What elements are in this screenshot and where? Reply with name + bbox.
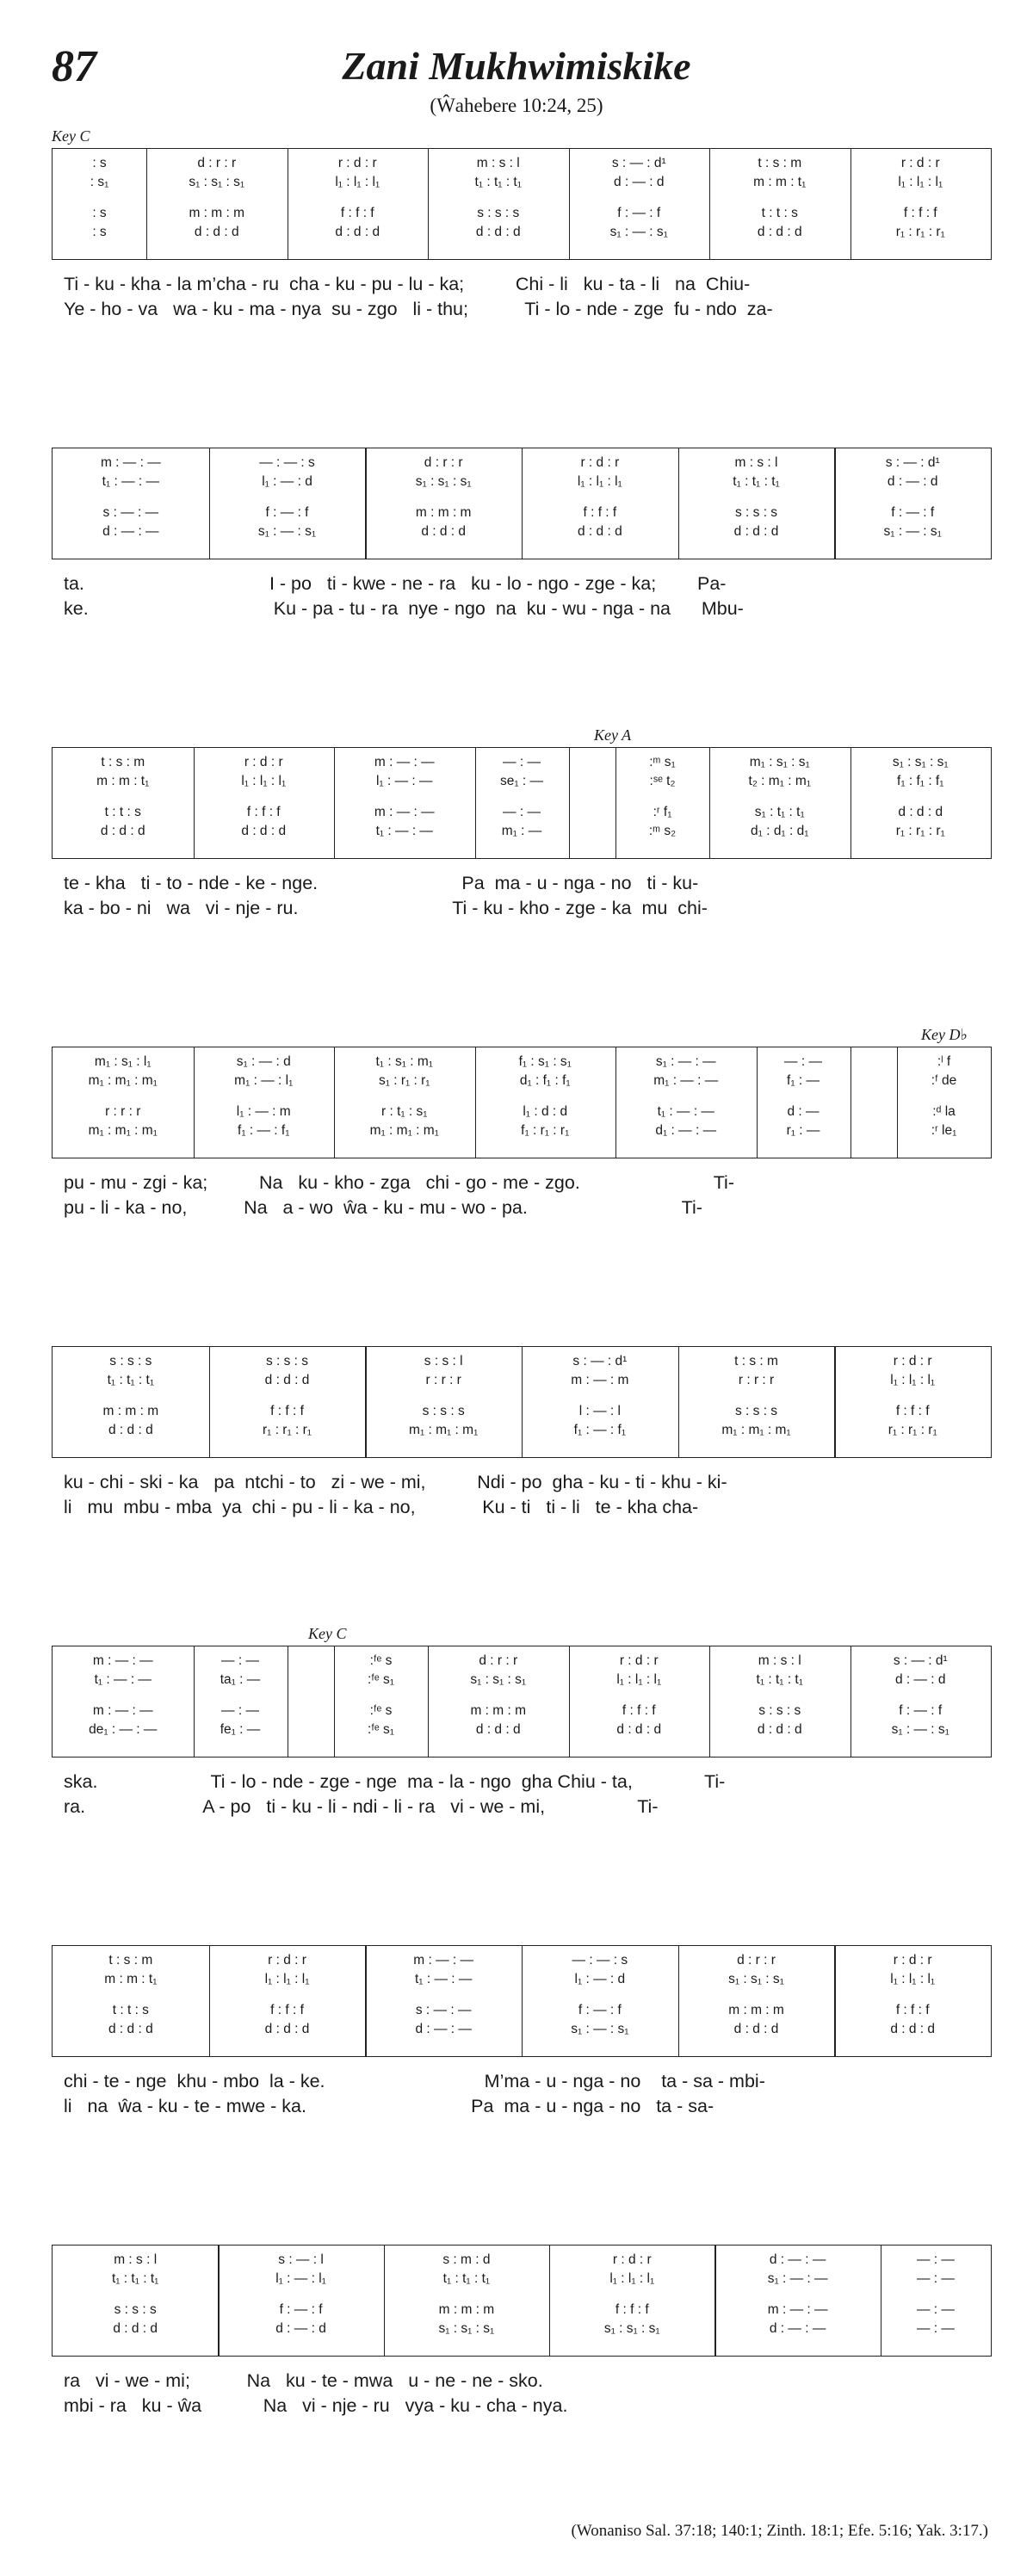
measure-notes: d : d : d <box>421 524 467 539</box>
solfa-voice-row <box>53 1354 991 1369</box>
measure-notes: l₁ : l₁ : l₁ <box>890 1972 936 1986</box>
measure-notes: t : t : s <box>104 805 141 819</box>
measure-notes: s : s : s <box>114 2302 157 2317</box>
measure-notes: m₁ : — : — <box>653 1073 719 1088</box>
measure-notes: m : m : m <box>470 1703 527 1718</box>
key-signature-label: Key C <box>308 1625 347 1642</box>
measure-notes: r : d : r <box>268 1953 306 1968</box>
lyrics-block <box>52 2369 992 2418</box>
measure-notes: r₁ : — <box>786 1123 820 1138</box>
measure-notes: f₁ : r₁ : r₁ <box>521 1123 570 1138</box>
music-system-6 <box>52 1625 992 1819</box>
measure-notes: t : s : m <box>108 1953 153 1968</box>
measure-notes: m : — : — <box>374 805 435 819</box>
measure-notes: m : s : l <box>734 455 778 470</box>
measure-notes: m₁ : m₁ : m₁ <box>369 1123 439 1138</box>
measure-notes: d : r : r <box>197 156 237 170</box>
measure-notes: f : f : f <box>340 206 374 220</box>
measure-notes: s : s : l <box>424 1354 463 1368</box>
music-system-1 <box>52 127 992 322</box>
measure-notes: d : d : d <box>578 524 622 539</box>
measure-notes: f : f : f <box>270 1404 304 1418</box>
measure-notes: f : — : f <box>891 505 935 520</box>
measure-notes: s : s : s <box>109 1354 152 1368</box>
measure-notes: s : s : s <box>477 206 520 220</box>
measure-notes: r : t₁ : s₁ <box>380 1104 428 1119</box>
measure-notes: s : — : d¹ <box>885 455 940 470</box>
music-system-4 <box>52 1026 992 1220</box>
measure-notes: s₁ : — : s₁ <box>571 2022 629 2036</box>
measure-notes: d : — : d <box>613 175 665 189</box>
music-system-3 <box>52 726 992 921</box>
solfa-voice-row <box>53 1722 991 1738</box>
measure-notes: r₁ : r₁ : r₁ <box>895 225 945 239</box>
measure-notes: d : d : d <box>733 524 779 539</box>
measure-notes: t₁ : — : — <box>657 1104 714 1119</box>
measure-notes: f : f : f <box>895 2003 930 2017</box>
measure-notes: m : — : m <box>571 1373 629 1387</box>
key-signature-label: Key C <box>52 127 90 145</box>
measure-notes: m : m : t₁ <box>104 1972 158 1986</box>
lyric-line: ke. Ku - pa - tu - ra nye - ngo na ku - wu - nga - na Mbu- <box>64 598 744 619</box>
measure-notes: d : d : d <box>616 1722 662 1737</box>
measure-notes: :ˡ f <box>937 1054 951 1069</box>
measure-notes: d : d : d <box>733 2022 779 2036</box>
solfa-voice-row <box>53 1404 991 1419</box>
measure-notes: m : s : l <box>476 156 520 170</box>
measure-notes: s₁ : s₁ : s₁ <box>470 1672 527 1687</box>
measure-notes: :ᶠᵉ s₁ <box>368 1722 394 1737</box>
measure-notes: — : — <box>503 805 541 819</box>
solfa-voice-row <box>53 474 991 490</box>
measure-notes: :ᵐ s₁ <box>649 755 676 769</box>
solfa-voice-row <box>53 1953 991 1968</box>
solfa-voice-row <box>53 505 991 521</box>
tonic-solfa-staff <box>52 1646 992 1757</box>
music-system-5 <box>52 1346 992 1520</box>
measure-notes: m : s : l <box>758 1653 801 1668</box>
measure-notes: — : — : s <box>572 1953 628 1968</box>
measure-notes: s : — : d¹ <box>893 1653 948 1668</box>
measure-notes: t₁ : t₁ : t₁ <box>442 2271 491 2286</box>
lyrics-block <box>52 2069 992 2119</box>
solfa-voice-row <box>53 225 991 240</box>
scripture-reference: (Ŵahebere 10:24, 25) <box>430 95 603 116</box>
measure-notes: s : s : s <box>422 1404 465 1418</box>
measure-notes: r₁ : r₁ : r₁ <box>895 824 945 838</box>
measure-notes: s : — : — <box>415 2003 472 2017</box>
measure-notes: d : d : d <box>898 805 943 819</box>
measure-notes: s : s : s <box>734 505 778 520</box>
measure-notes: d : d : d <box>241 824 287 838</box>
measure-notes: f : f : f <box>622 1703 656 1718</box>
measure-notes: f : f : f <box>903 206 937 220</box>
measure-notes: s : — : l <box>278 2252 324 2267</box>
measure-notes: m : — : — <box>413 1953 474 1968</box>
lyric-line: pu - mu - zgi - ka; Na ku - kho - zga chi - go - me - zgo. Ti- <box>64 1172 734 1193</box>
measure-notes: m : — : — <box>92 1703 153 1718</box>
measure-notes: t : s : m <box>101 755 145 769</box>
measure-notes: :ᵈ la <box>932 1104 956 1119</box>
measure-notes: r : r : r <box>105 1104 141 1119</box>
measure-notes: f : f : f <box>270 2003 304 2017</box>
solfa-voice-row <box>53 1423 991 1438</box>
measure-notes: l₁ : d : d <box>523 1104 568 1119</box>
music-system-8 <box>52 2245 992 2418</box>
measure-notes: d : d : d <box>194 225 239 239</box>
measure-notes: d : d : d <box>335 225 380 239</box>
measure-notes: d₁ : f₁ : f₁ <box>519 1073 571 1088</box>
measure-notes: :ᶠᵉ s <box>369 1703 393 1718</box>
measure-notes: f : f : f <box>246 805 281 819</box>
measure-notes: l₁ : l₁ : l₁ <box>577 474 622 489</box>
measure-notes: — : — <box>916 2271 955 2286</box>
solfa-voice-row <box>53 2252 991 2268</box>
measure-notes: t₁ : t₁ : t₁ <box>756 1672 803 1687</box>
solfa-voice-row <box>53 1672 991 1688</box>
solfa-voice-row <box>53 1653 991 1669</box>
solfa-voice-row <box>53 1703 991 1719</box>
measure-notes: d₁ : — : — <box>655 1123 717 1138</box>
measure-notes: s₁ : — : s₁ <box>891 1722 949 1737</box>
measure-notes: r : d : r <box>619 1653 659 1668</box>
solfa-voice-row <box>53 206 991 221</box>
solfa-voice-row <box>53 805 991 820</box>
measure-notes: l₁ : l₁ : l₁ <box>890 1373 936 1387</box>
measure-notes: m : m : m <box>102 1404 159 1418</box>
measure-notes: s₁ : s₁ : s₁ <box>415 474 472 489</box>
measure-notes: s₁ : s₁ : s₁ <box>603 2321 660 2336</box>
measure-notes: d₁ : d₁ : d₁ <box>751 824 809 838</box>
solfa-voice-row <box>53 2321 991 2337</box>
measure-notes: f : — : f <box>578 2003 622 2017</box>
measure-notes: l₁ : — : l₁ <box>275 2271 326 2286</box>
measure-notes: d : — : — <box>769 2321 826 2336</box>
measure-notes: f₁ : f₁ : f₁ <box>897 774 944 788</box>
measure-notes: d : d : d <box>757 1722 802 1737</box>
measure-notes: t₁ : s₁ : m₁ <box>375 1054 433 1069</box>
measure-notes: :ᶠᵉ s₁ <box>368 1672 394 1687</box>
lyrics-block <box>52 571 992 621</box>
solfa-voice-row <box>53 755 991 770</box>
measure-notes: m : — : — <box>374 755 435 769</box>
measure-notes: : s <box>92 156 107 170</box>
measure-notes: t : t : s <box>761 206 798 220</box>
measure-notes: d : — : — <box>769 2252 826 2267</box>
measure-notes: r : r : r <box>425 1373 461 1387</box>
tonic-solfa-staff <box>52 1047 992 1158</box>
measure-notes: m₁ : s₁ : l₁ <box>94 1054 152 1069</box>
measure-notes: s₁ : — : — <box>655 1054 716 1069</box>
measure-notes: d : — : — <box>102 524 159 539</box>
measure-notes: d : d : d <box>108 1423 153 1437</box>
solfa-voice-row <box>53 175 991 190</box>
measure-notes: d : d : d <box>113 2321 158 2336</box>
measure-notes: d : — : d <box>894 1672 946 1687</box>
measure-notes: s : s : s <box>265 1354 309 1368</box>
measure-notes: :ᶠᵉ s <box>369 1653 393 1668</box>
measure-notes: t₁ : t₁ : t₁ <box>733 474 780 489</box>
lyric-line: Ye - ho - va wa - ku - ma - nya su - zgo li - thu; Ti - lo - nde - zge fu - ndo za- <box>64 299 773 319</box>
lyric-line: Ti - ku - kha - la m’cha - ru cha - ku - pu - lu - ka; Chi - li ku - ta - li na Chiu- <box>64 274 751 294</box>
key-signature-label: Key D♭ <box>921 1026 968 1043</box>
tonic-solfa-staff <box>52 148 992 260</box>
measure-notes: s : m : d <box>442 2252 491 2267</box>
measure-notes: t₁ : t₁ : t₁ <box>107 1373 155 1387</box>
measure-notes: d : r : r <box>479 1653 518 1668</box>
measure-notes: r : d : r <box>612 2252 652 2267</box>
music-system-2 <box>52 448 992 621</box>
measure-notes: l₁ : — : d <box>262 474 312 489</box>
measure-notes: r : d : r <box>580 455 620 470</box>
tonic-solfa-staff <box>52 747 992 859</box>
measure-notes: d : — : d <box>887 474 938 489</box>
measure-notes: t₁ : — : — <box>102 474 160 489</box>
measure-notes: d : d : d <box>890 2022 936 2036</box>
key-signature-label: Key A <box>594 726 632 744</box>
measure-notes: s₁ : s₁ : s₁ <box>728 1972 784 1986</box>
solfa-voice-row <box>53 1373 991 1388</box>
measure-notes: t₁ : — : — <box>375 824 433 838</box>
measure-notes: l₁ : — : m <box>236 1104 291 1119</box>
measure-notes: m₁ : m₁ : m₁ <box>721 1423 791 1437</box>
lyric-line: ska. Ti - lo - nde - zge - nge ma - la - ngo gha Chiu - ta, Ti- <box>64 1771 726 1792</box>
measure-notes: — : — <box>221 1703 259 1718</box>
tonic-solfa-staff <box>52 1346 992 1458</box>
solfa-voice-row <box>53 2003 991 2018</box>
measure-notes: — : — <box>221 1653 259 1668</box>
measure-notes: l₁ : — : d <box>574 1972 626 1986</box>
measure-notes: d : d : d <box>475 225 521 239</box>
lyric-line: pu - li - ka - no, Na a - wo ŵa - ku - mu - wo - pa. Ti- <box>64 1197 702 1218</box>
lyrics-block <box>52 1171 992 1220</box>
measure-notes: r : d : r <box>244 755 283 769</box>
measure-notes: d : d : d <box>757 225 802 239</box>
measure-notes: d : r : r <box>424 455 463 470</box>
solfa-voice-row <box>53 2271 991 2287</box>
footer-references: (Wonaniso Sal. 37:18; 140:1; Zinth. 18:1; Efe. 5:16; Yak. 3:17.) <box>571 2522 988 2540</box>
measure-notes: t₁ : t₁ : t₁ <box>111 2271 159 2286</box>
measure-notes: r : d : r <box>900 156 940 170</box>
measure-notes: t : t : s <box>112 2003 149 2017</box>
measure-notes: :ˢᵉ t₂ <box>649 774 676 788</box>
measure-notes: f₁ : — : f₁ <box>573 1423 627 1437</box>
measure-notes: l₁ : l₁ : l₁ <box>616 1672 662 1687</box>
measure-notes: s₁ : t₁ : t₁ <box>754 805 805 819</box>
solfa-voice-row <box>53 524 991 540</box>
measure-notes: t₁ : — : — <box>94 1672 152 1687</box>
measure-notes: m₁ : m₁ : m₁ <box>88 1123 158 1138</box>
measure-notes: se₁ : — <box>499 774 544 788</box>
measure-notes: f₁ : — : f₁ <box>238 1123 290 1138</box>
measure-notes: t : s : m <box>734 1354 778 1368</box>
solfa-voice-row <box>53 1073 991 1089</box>
measure-notes: l₁ : — : — <box>375 774 433 788</box>
measure-notes: m : — : — <box>92 1653 153 1668</box>
lyrics-block <box>52 871 992 921</box>
measure-notes: r₁ : r₁ : r₁ <box>888 1423 937 1437</box>
lyric-line: li na ŵa - ku - te - mwe - ka. Pa ma - u - nga - no ta - sa- <box>64 2096 714 2116</box>
measure-notes: m : s : l <box>114 2252 158 2267</box>
measure-notes: fe₁ : — <box>220 1722 261 1737</box>
measure-notes: :ᶠ de <box>931 1073 957 1088</box>
measure-notes: f : f : f <box>583 505 617 520</box>
solfa-voice-row <box>53 1054 991 1070</box>
measure-notes: f : — : f <box>617 206 661 220</box>
measure-notes: : s <box>92 225 107 239</box>
measure-notes: r : d : r <box>893 1953 932 1968</box>
measure-notes: r : d : r <box>337 156 377 170</box>
measure-notes: f₁ : — <box>787 1073 820 1088</box>
measure-notes: t₂ : m₁ : m₁ <box>748 774 811 788</box>
solfa-voice-row <box>53 824 991 839</box>
measure-notes: d : — <box>787 1104 820 1119</box>
measure-notes: d : d : d <box>264 2022 310 2036</box>
measure-notes: s : s : s <box>758 1703 801 1718</box>
measure-notes: s₁ : s₁ : s₁ <box>189 175 245 189</box>
measure-notes: f : f : f <box>895 1404 930 1418</box>
measure-notes: m₁ : s₁ : s₁ <box>749 755 810 769</box>
measure-notes: m : m : t₁ <box>96 774 150 788</box>
measure-notes: m₁ : — <box>501 824 542 838</box>
tonic-solfa-staff <box>52 448 992 559</box>
solfa-voice-row <box>53 1972 991 1987</box>
measure-notes: s : — : d¹ <box>611 156 666 170</box>
measure-notes: s : — : d¹ <box>572 1354 628 1368</box>
lyrics-block <box>52 1770 992 1819</box>
measure-notes: m₁ : — : l₁ <box>234 1073 294 1088</box>
measure-notes: — : — <box>916 2252 955 2267</box>
measure-notes: — : — <box>916 2302 955 2317</box>
measure-notes: f : f : f <box>615 2302 649 2317</box>
measure-notes: ta₁ : — <box>220 1672 261 1687</box>
measure-notes: m : m : m <box>415 505 472 520</box>
measure-notes: m : m : t₁ <box>753 175 807 189</box>
lyric-line: ra. A - po ti - ku - li - ndi - li - ra vi - we - mi, Ti- <box>64 1796 659 1817</box>
measure-notes: r : d : r <box>893 1354 932 1368</box>
measure-notes: f : — : f <box>265 505 309 520</box>
measure-notes: t : s : m <box>758 156 802 170</box>
measure-notes: l₁ : l₁ : l₁ <box>241 774 287 788</box>
solfa-voice-row <box>53 2022 991 2037</box>
measure-notes: f₁ : s₁ : s₁ <box>518 1054 572 1069</box>
measure-notes: m : m : m <box>189 206 245 220</box>
measure-notes: d : — : — <box>415 2022 472 2036</box>
solfa-voice-row <box>53 156 991 171</box>
lyric-line: ra vi - we - mi; Na ku - te - mwa u - ne - ne - sko. <box>64 2370 543 2391</box>
measure-notes: m : m : m <box>728 2003 784 2017</box>
measure-notes: s₁ : r₁ : r₁ <box>378 1073 430 1088</box>
measure-notes: r : r : r <box>738 1373 775 1387</box>
measure-notes: — : — <box>916 2321 955 2336</box>
measure-notes: d : d : d <box>264 1373 310 1387</box>
measure-notes: l₁ : l₁ : l₁ <box>335 175 380 189</box>
solfa-voice-row <box>53 774 991 789</box>
lyric-line: ka - bo - ni wa vi - nje - ru. Ti - ku - kho - zge - ka mu chi- <box>64 898 708 918</box>
measure-notes: d : d : d <box>108 2022 153 2036</box>
lyric-line: ta. I - po ti - kwe - ne - ra ku - lo - ngo - zge - ka; Pa- <box>64 573 727 594</box>
lyrics-block <box>52 272 992 322</box>
measure-notes: d : d : d <box>100 824 145 838</box>
lyrics-block <box>52 1470 992 1520</box>
lyric-line: chi - te - nge khu - mbo la - ke. M’ma - u - nga - no ta - sa - mbi- <box>64 2071 765 2091</box>
measure-notes: t₁ : t₁ : t₁ <box>474 175 522 189</box>
measure-notes: m : — : — <box>767 2302 828 2317</box>
measure-notes: l₁ : l₁ : l₁ <box>898 175 943 189</box>
music-system-7 <box>52 1945 992 2119</box>
measure-notes: f : — : f <box>899 1703 943 1718</box>
measure-notes: d : r : r <box>737 1953 776 1968</box>
lyric-line: li mu mbu - mba ya chi - pu - li - ka - no, Ku - ti ti - li te - kha cha- <box>64 1497 699 1517</box>
tonic-solfa-staff <box>52 2245 992 2357</box>
measure-notes: s : s : s <box>734 1404 778 1418</box>
measure-notes: s₁ : — : s₁ <box>609 225 668 239</box>
measure-notes: d : — : d <box>275 2321 326 2336</box>
lyric-line: te - kha ti - to - nde - ke - nge. Pa ma - u - nga - no ti - ku- <box>64 873 699 893</box>
measure-notes: s₁ : s₁ : s₁ <box>438 2321 495 2336</box>
measure-notes: — : — : s <box>259 455 315 470</box>
measure-notes: :ʳ f₁ <box>653 805 672 819</box>
tonic-solfa-staff <box>52 1945 992 2057</box>
solfa-voice-row <box>53 1123 991 1139</box>
measure-notes: — : — <box>784 1054 822 1069</box>
lyric-line: ku - chi - ski - ka pa ntchi - to zi - we - mi, Ndi - po gha - ku - ti - khu - ki- <box>64 1472 727 1492</box>
hymn-title: Zani Mukhwimiskike <box>342 44 691 88</box>
measure-notes: s₁ : s₁ : s₁ <box>892 755 949 769</box>
measure-notes: l : — : l <box>578 1404 621 1418</box>
measure-notes: — : — <box>503 755 541 769</box>
measure-notes: r₁ : r₁ : r₁ <box>263 1423 312 1437</box>
measure-notes: m : — : — <box>100 455 161 470</box>
measure-notes: s : — : — <box>102 505 159 520</box>
measure-notes: d : d : d <box>475 1722 521 1737</box>
measure-notes: s₁ : — : d <box>236 1054 291 1069</box>
measure-notes: : s <box>92 206 107 220</box>
measure-notes: : s₁ <box>90 175 109 189</box>
measure-notes: m₁ : m₁ : m₁ <box>409 1423 479 1437</box>
measure-notes: de₁ : — : — <box>89 1722 158 1737</box>
solfa-voice-row <box>53 2302 991 2318</box>
lyric-line: mbi - ra ku - ŵa Na vi - nje - ru vya - ku - cha - nya. <box>64 2395 568 2416</box>
measure-notes: m₁ : m₁ : m₁ <box>88 1073 158 1088</box>
solfa-voice-row <box>53 455 991 471</box>
measure-notes: s₁ : — : — <box>767 2271 828 2286</box>
measure-notes: l₁ : l₁ : l₁ <box>609 2271 655 2286</box>
measure-notes: f : — : f <box>279 2302 323 2317</box>
measure-notes: :ᵐ s₂ <box>648 824 677 838</box>
hymn-number: 87 <box>52 42 96 91</box>
measure-notes: s₁ : — : s₁ <box>883 524 942 539</box>
measure-notes: :ʳ le₁ <box>931 1123 957 1138</box>
measure-notes: l₁ : l₁ : l₁ <box>264 1972 310 1986</box>
solfa-voice-row <box>53 1104 991 1120</box>
measure-notes: m : m : m <box>438 2302 495 2317</box>
measure-notes: t₁ : — : — <box>414 1972 473 1986</box>
measure-notes: s₁ : — : s₁ <box>257 524 317 539</box>
